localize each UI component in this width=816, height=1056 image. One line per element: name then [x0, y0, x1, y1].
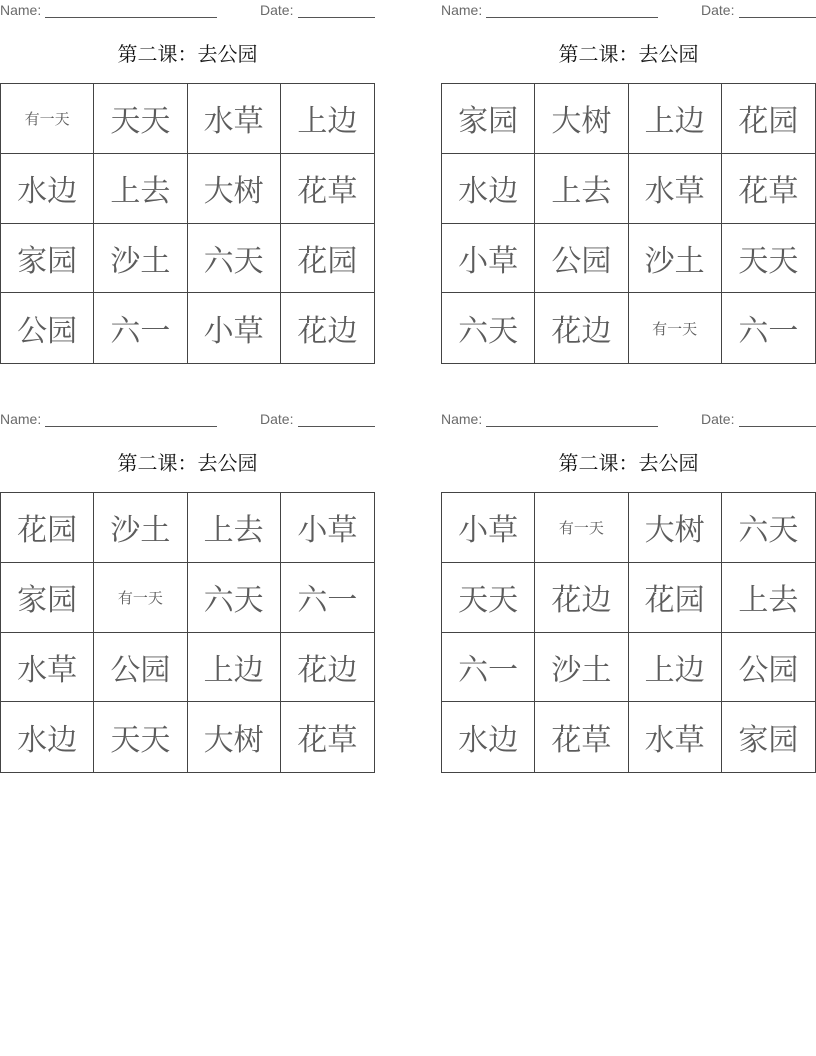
grid-cell: 有一天: [629, 293, 722, 363]
name-blank-line[interactable]: [486, 426, 658, 427]
grid-cell: 小草: [442, 493, 535, 563]
grid-cell: 上去: [188, 493, 281, 563]
card-title: 第二课：去公园: [117, 451, 258, 475]
word-grid: [441, 83, 816, 364]
grid-cell: 公园: [535, 224, 628, 294]
grid-cell: 水边: [442, 154, 535, 224]
grid-cell: 大树: [629, 493, 722, 563]
grid-cell: 六一: [442, 633, 535, 703]
word-grid: [441, 492, 816, 773]
name-label: Name:: [0, 2, 42, 18]
grid-cell: 有一天: [1, 84, 94, 154]
grid-cell: 花草: [722, 154, 815, 224]
name-label: Name:: [441, 411, 483, 427]
grid-cell: 大树: [188, 702, 281, 772]
name-label: Name:: [441, 2, 483, 18]
grid-cell: 花边: [281, 633, 374, 703]
grid-cell: 有一天: [535, 493, 628, 563]
word-grid: [0, 83, 375, 364]
grid-cell: 有一天: [94, 563, 187, 633]
date-blank-line[interactable]: [298, 17, 375, 18]
name-blank-line[interactable]: [486, 17, 658, 18]
date-blank-line[interactable]: [298, 426, 375, 427]
card-header: [0, 411, 375, 429]
grid-cell: 小草: [281, 493, 374, 563]
grid-cell: 家园: [442, 84, 535, 154]
grid-cell: 大树: [188, 154, 281, 224]
grid-cell: 小草: [442, 224, 535, 294]
card-header: [441, 2, 816, 20]
grid-cell: 六一: [94, 293, 187, 363]
grid-cell: 六天: [442, 293, 535, 363]
name-blank-line[interactable]: [45, 17, 217, 18]
grid-cell: 天天: [94, 84, 187, 154]
grid-cell: 水边: [442, 702, 535, 772]
grid-cell: 六一: [281, 563, 374, 633]
date-label: Date:: [701, 2, 735, 18]
date-blank-line[interactable]: [739, 426, 816, 427]
grid-cell: 家园: [738, 723, 799, 759]
card-title: 第二课：去公园: [558, 42, 699, 66]
grid-cell: 沙土: [94, 224, 187, 294]
grid-cell: 水边: [1, 702, 94, 772]
grid-cell: 六天: [722, 493, 815, 563]
bingo-card-3: [0, 409, 375, 774]
date-label: Date:: [260, 411, 294, 427]
grid-cell: 家园: [1, 563, 94, 633]
grid-cell: 沙土: [535, 633, 628, 703]
name-label: Name:: [0, 411, 42, 427]
grid-cell: 花园: [281, 224, 374, 294]
grid-cell: 沙土: [629, 224, 722, 294]
date-label: Date:: [701, 411, 735, 427]
date-label: Date:: [260, 2, 294, 18]
grid-cell: 花园: [1, 493, 94, 563]
grid-cell: 花草: [281, 154, 374, 224]
grid-cell: 花园: [722, 84, 815, 154]
grid-cell: 小草: [188, 293, 281, 363]
grid-cell: 花边: [297, 314, 358, 350]
bingo-card-4: [441, 409, 816, 774]
grid-cell: 水草: [629, 702, 722, 772]
bingo-card-1: [0, 0, 375, 365]
grid-cell: 天天: [442, 563, 535, 633]
grid-cell: 花园: [629, 563, 722, 633]
grid-cell: 六一: [738, 314, 799, 350]
grid-cell: 水草: [629, 154, 722, 224]
grid-cell: 上去: [722, 563, 815, 633]
card-header: [0, 2, 375, 20]
date-blank-line[interactable]: [739, 17, 816, 18]
grid-cell: 花边: [535, 293, 628, 363]
grid-cell: 家园: [1, 224, 94, 294]
grid-cell: 大树: [535, 84, 628, 154]
grid-cell: 上边: [281, 84, 374, 154]
card-title: 第二课：去公园: [558, 451, 699, 475]
card-header: [441, 411, 816, 429]
grid-cell: 天天: [94, 702, 187, 772]
grid-cell: 上边: [188, 633, 281, 703]
grid-cell: 公园: [1, 293, 94, 363]
word-grid: [0, 492, 375, 773]
grid-cell: 六天: [188, 563, 281, 633]
grid-cell: 天天: [722, 224, 815, 294]
grid-cell: 六天: [188, 224, 281, 294]
grid-cell: 上边: [629, 633, 722, 703]
grid-cell: 水草: [188, 84, 281, 154]
card-title: 第二课：去公园: [117, 42, 258, 66]
grid-cell: 公园: [722, 633, 815, 703]
grid-cell: 上去: [94, 154, 187, 224]
name-blank-line[interactable]: [45, 426, 217, 427]
grid-cell: 花草: [297, 723, 358, 759]
grid-cell: 水边: [1, 154, 94, 224]
grid-cell: 水草: [1, 633, 94, 703]
grid-cell: 花边: [535, 563, 628, 633]
grid-cell: 上去: [535, 154, 628, 224]
bingo-card-2: [441, 0, 816, 365]
grid-cell: 上边: [629, 84, 722, 154]
grid-cell: 公园: [94, 633, 187, 703]
grid-cell: 花草: [535, 702, 628, 772]
grid-cell: 沙土: [94, 493, 187, 563]
